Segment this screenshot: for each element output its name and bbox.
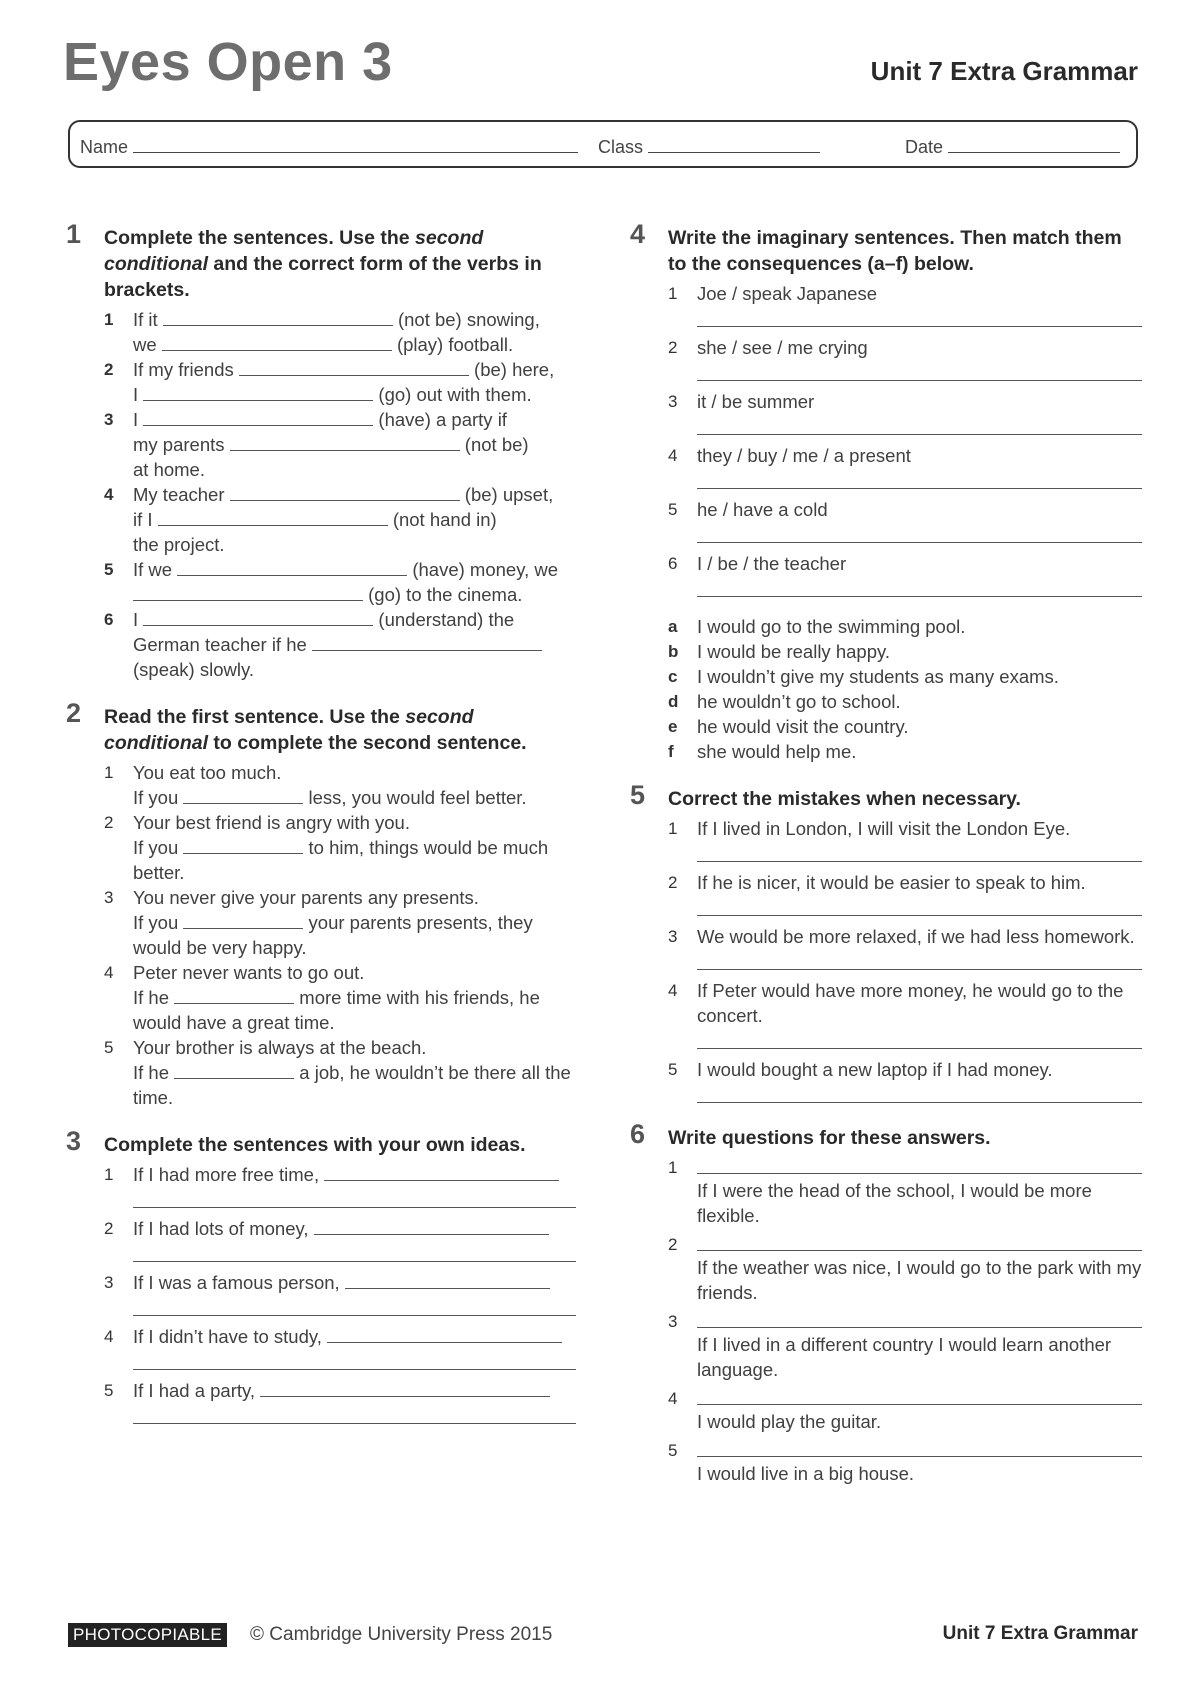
exercise-item: 2 If I had lots of money,	[104, 1216, 576, 1262]
answer-blank[interactable]	[183, 913, 303, 929]
answer-blank[interactable]	[324, 1165, 559, 1181]
exercise-number: 1	[66, 219, 82, 249]
answer-line[interactable]	[697, 1232, 1142, 1251]
answer-line[interactable]	[697, 1386, 1142, 1405]
answer-blank[interactable]	[143, 410, 373, 426]
answer-line[interactable]	[697, 362, 1142, 381]
exercise-4	[630, 219, 1142, 764]
consequence-item: d he wouldn’t go to school.	[668, 691, 901, 712]
consequence-item: c I wouldn’t give my students as many exams.	[668, 666, 1059, 687]
left-column	[66, 219, 576, 1446]
answer-blank[interactable]	[174, 988, 294, 1004]
exercise-3	[66, 1126, 576, 1424]
answer-blank[interactable]	[239, 360, 469, 376]
answer-line[interactable]	[697, 1030, 1142, 1049]
exercise-item: 1 Joe / speak Japanese	[668, 281, 1142, 327]
exercise-item: 3 If I was a famous person,	[104, 1270, 576, 1316]
right-column	[630, 219, 1142, 1508]
exercise-item: 1 If it (not be) snowing, we (play) football.	[104, 309, 540, 355]
answer-line[interactable]	[133, 1297, 576, 1316]
exercise-2	[66, 698, 576, 1110]
date-label: Date	[905, 137, 944, 157]
exercise-item: 2 she / see / me crying	[668, 335, 1142, 381]
exercise-number: 6	[630, 1119, 646, 1149]
exercise-item: 5 If we (have) money, we (go) to the cinema.	[104, 559, 559, 605]
exercise-item: 1 You eat too much. If you less, you would feel better.	[104, 762, 527, 808]
answer-line[interactable]	[697, 951, 1142, 970]
answer-blank[interactable]	[183, 788, 303, 804]
exercise-item: 2 If my friends (be) here, I (go) out with them.	[104, 359, 555, 405]
exercise-instruction: Write questions for these answers.	[668, 1127, 991, 1149]
consequence-item: e he would visit the country.	[668, 716, 909, 737]
answer-line[interactable]	[133, 1405, 576, 1424]
answer-line[interactable]	[697, 843, 1142, 862]
exercise-item: 3 If I lived in a different country I would learn another language.	[668, 1309, 1142, 1382]
exercise-item: 3 We would be more relaxed, if we had less homework.	[668, 924, 1142, 970]
book-title: Eyes Open 3	[63, 32, 393, 92]
answer-line[interactable]	[697, 470, 1142, 489]
answer-blank[interactable]	[183, 838, 303, 854]
exercise-item: 2 If he is nicer, it would be easier to speak to him.	[668, 870, 1142, 916]
exercise-number: 3	[66, 1126, 82, 1156]
exercise-item: 5 I would live in a big house.	[668, 1438, 1142, 1486]
exercise-item: 4 they / buy / me / a present	[668, 443, 1142, 489]
class-label: Class	[598, 137, 644, 157]
exercise-item: 4 If Peter would have more money, he would go to the concert.	[668, 978, 1142, 1049]
exercise-item: 2 If the weather was nice, I would go to the park with my friends.	[668, 1232, 1142, 1305]
answer-blank[interactable]	[260, 1381, 550, 1397]
exercise-5	[630, 780, 1142, 1103]
answer-blank[interactable]	[143, 385, 373, 401]
exercise-item: 6 I / be / the teacher	[668, 551, 1142, 597]
exercise-item: 4 If I didn’t have to study,	[104, 1324, 576, 1370]
exercise-item: 2 Your best friend is angry with you. If you to him, things would be much better.	[104, 812, 549, 883]
answer-blank[interactable]	[174, 1063, 294, 1079]
date-field[interactable]	[905, 137, 1120, 158]
exercise-item: 1 If I lived in London, I will visit the London Eye.	[668, 816, 1142, 862]
exercise-instruction: Correct the mistakes when necessary.	[668, 788, 1021, 810]
answer-line[interactable]	[697, 897, 1142, 916]
consequence-item: a I would go to the swimming pool.	[668, 616, 966, 637]
exercise-number: 5	[630, 780, 646, 810]
photocopiable-badge: PHOTOCOPIABLE	[68, 1623, 227, 1647]
exercise-item: 4 I would play the guitar.	[668, 1386, 1142, 1434]
answer-line[interactable]	[133, 1351, 576, 1370]
unit-title: Unit 7 Extra Grammar	[870, 56, 1138, 86]
answer-line[interactable]	[697, 308, 1142, 327]
answer-line[interactable]	[697, 1438, 1142, 1457]
answer-blank[interactable]	[314, 1219, 549, 1235]
footer	[68, 1623, 1138, 1653]
answer-blank[interactable]	[177, 560, 407, 576]
answer-line[interactable]	[697, 524, 1142, 543]
exercise-item: 4 Peter never wants to go out. If he more time with his friends, he would have a great time.	[104, 962, 540, 1033]
class-field[interactable]	[598, 137, 820, 158]
exercise-number: 4	[630, 219, 646, 249]
answer-blank[interactable]	[163, 310, 393, 326]
exercise-number: 2	[66, 698, 82, 728]
answer-blank[interactable]	[143, 610, 373, 626]
exercise-instruction: Write the imaginary sentences. Then match them to the consequences (a–f) below.	[668, 227, 1122, 275]
consequence-item: b I would be really happy.	[668, 641, 890, 662]
exercise-item: 5 If I had a party,	[104, 1378, 576, 1424]
footer-unit-title: Unit 7 Extra Grammar	[942, 1623, 1138, 1644]
exercise-instruction: Read the first sentence. Use the second conditional to complete the second sentence.	[104, 706, 527, 754]
answer-blank[interactable]	[345, 1273, 550, 1289]
exercise-1	[66, 219, 576, 682]
exercise-item: 1 If I were the head of the school, I would be more flexible.	[668, 1155, 1142, 1228]
consequence-item: f she would help me.	[668, 741, 857, 762]
answer-blank[interactable]	[158, 510, 388, 526]
answer-line[interactable]	[697, 1155, 1142, 1174]
exercise-instruction: Complete the sentences with your own ideas.	[104, 1134, 526, 1156]
answer-line[interactable]	[133, 1243, 576, 1262]
answer-line[interactable]	[133, 1189, 576, 1208]
exercise-item: 1 If I had more free time,	[104, 1162, 576, 1208]
copyright-text: © Cambridge University Press 2015	[250, 1624, 553, 1645]
exercise-item: 5 Your brother is always at the beach. If he a job, he wouldn’t be there all the time.	[104, 1037, 571, 1108]
answer-blank[interactable]	[162, 335, 392, 351]
answer-line[interactable]	[697, 1309, 1142, 1328]
exercise-item: 5 I would bought a new laptop if I had money.	[668, 1057, 1142, 1103]
exercise-item: 4 My teacher (be) upset, if I (not hand in) the project.	[104, 484, 554, 555]
exercise-item: 3 You never give your parents any presents. If you your parents presents, they would be very happy.	[104, 887, 533, 958]
exercise-item: 5 he / have a cold	[668, 497, 1142, 543]
answer-line[interactable]	[697, 1084, 1142, 1103]
answer-blank[interactable]	[133, 585, 363, 601]
answer-blank[interactable]	[312, 635, 542, 651]
name-class-date-box	[68, 120, 1138, 168]
exercise-item: 3 I (have) a party if my parents (not be) at home.	[104, 409, 529, 480]
exercise-item: 6 I (understand) the German teacher if he (speak) slowly.	[104, 607, 576, 682]
answer-blank[interactable]	[327, 1327, 562, 1343]
name-label: Name	[80, 137, 129, 157]
answer-blank[interactable]	[230, 485, 460, 501]
answer-line[interactable]	[697, 416, 1142, 435]
name-field[interactable]	[80, 137, 578, 158]
answer-line[interactable]	[697, 578, 1142, 597]
exercise-instruction: Complete the sentences. Use the second conditional and the correct form of the verbs in brackets.	[104, 227, 542, 301]
answer-blank[interactable]	[230, 435, 460, 451]
exercise-6	[630, 1119, 1142, 1486]
exercise-item: 3 it / be summer	[668, 389, 1142, 435]
